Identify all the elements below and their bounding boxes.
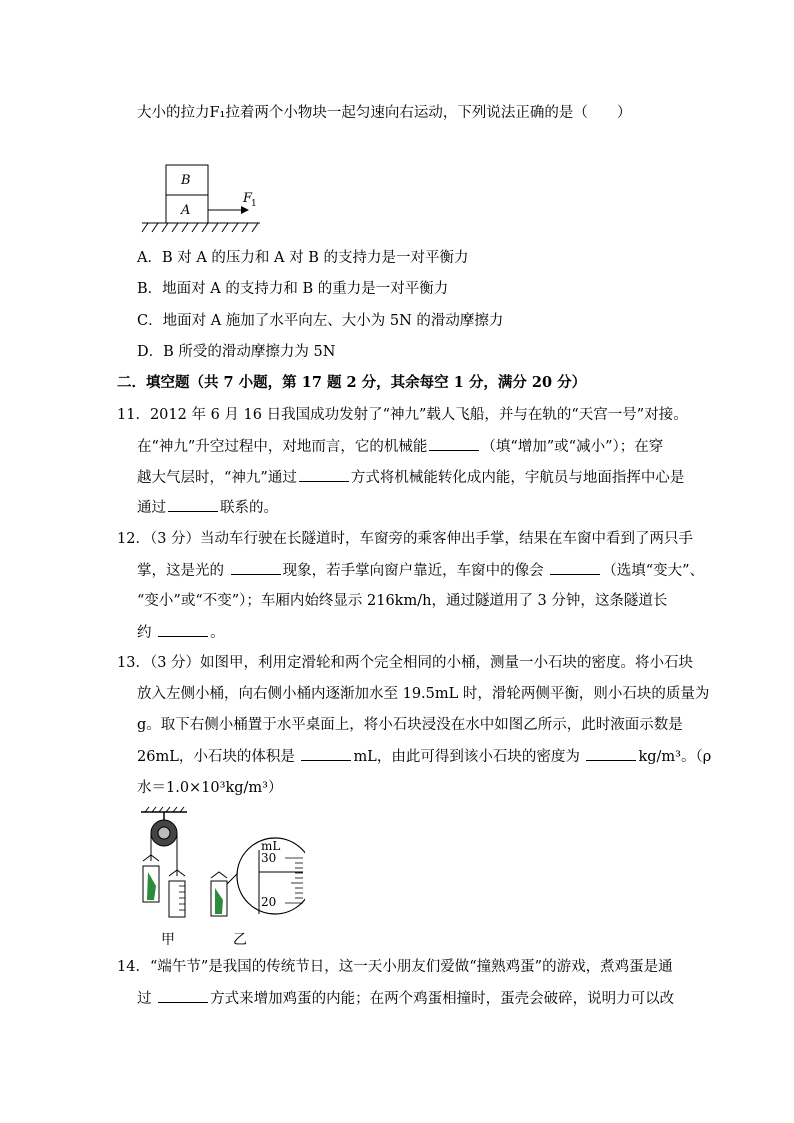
- q11-text: 在“神九”升空过程中，对地而言，它的机械能: [137, 439, 428, 455]
- q13-line2: 放入左侧小桶，向右侧小桶内逐渐加水至 19.5mL 时，滑轮两侧平衡，则小石块的质量为: [137, 686, 710, 702]
- q14-text: 过: [137, 991, 157, 1007]
- q12-line4: [137, 622, 225, 643]
- q11-line1: 11．2012 年 6 月 16 日我国成功发射了“神九”载人飞船，并与在轨的“天宫一号”对接。: [117, 407, 688, 423]
- q11-text: 方式将机械能转化成内能，宇航员与地面指挥中心是: [350, 470, 685, 486]
- force-subscript: 1: [251, 199, 257, 209]
- table-bucket-handle: [211, 872, 227, 878]
- option-c: C．地面对 A 施加了水平向左、大小为 5N 的滑动摩擦力: [137, 313, 504, 329]
- caption-jia: 甲: [161, 932, 175, 948]
- q11-line4: [137, 497, 278, 518]
- option-d: D．B 所受的滑动摩擦力为 5N: [137, 344, 336, 360]
- right-bucket: [169, 881, 185, 917]
- block-b-label: B: [181, 173, 191, 188]
- q12-text: 掌，这是光的: [137, 563, 229, 579]
- q11-line2: [137, 436, 663, 457]
- q11-line3: [137, 467, 684, 488]
- q12-text: 。: [210, 625, 225, 641]
- q13-line1: 13．（3 分）如图甲，利用定滑轮和两个完全相同的小桶，测量一小石块的密度。将小石块: [117, 655, 694, 671]
- answer-blank[interactable]: [586, 746, 636, 761]
- q11-text: 越大气层时，“神九”通过: [137, 470, 297, 486]
- force-arrow-head: [241, 206, 249, 214]
- q11-text: 联系的。: [220, 500, 278, 516]
- q13-text: 26mL，小石块的体积是: [137, 749, 300, 765]
- answer-blank[interactable]: [231, 560, 281, 575]
- q12-line2: [137, 560, 704, 581]
- answer-blank[interactable]: [299, 467, 349, 482]
- q12-line3: “变小”或“不变”）；车厢内始终显示 216km/h，通过隧道用了 3 分钟，这条隧道长: [137, 593, 668, 609]
- q11-text: （填“增加”或“减小”）；在穿: [481, 439, 664, 455]
- answer-blank[interactable]: [429, 436, 479, 451]
- q13-line3: g。取下右侧小桶置于水平桌面上，将小石块浸没在水中如图乙所示，此时液面示数是: [137, 717, 683, 733]
- pulley-axle: [158, 827, 170, 839]
- tick-label-high: 30: [261, 851, 277, 865]
- q13-text: kg/m³。（ρ: [638, 749, 712, 765]
- force-label: F: [243, 191, 253, 206]
- tick-label-low: 20: [261, 895, 277, 909]
- answer-blank[interactable]: [550, 560, 600, 575]
- section-heading: 二．填空题（共 7 小题，第 17 题 2 分，其余每空 1 分，满分 20 分）: [117, 374, 587, 391]
- q14-text: 方式来增加鸡蛋的内能；在两个鸡蛋相撞时，蛋壳会破碎，说明力可以改: [210, 991, 675, 1007]
- pulley-cylinder-figure: [135, 806, 305, 956]
- answer-blank[interactable]: [301, 746, 351, 761]
- stacked-blocks-figure: [138, 160, 268, 235]
- q13-line4: [137, 746, 711, 767]
- answer-blank[interactable]: [158, 988, 208, 1003]
- q12-text: （选填“变大”、: [602, 563, 705, 579]
- q10-stem: 大小的拉力F₁拉着两个小物块一起匀速向右运动，下列说法正确的是（ ）: [137, 105, 632, 121]
- q12-text: 现象，若手掌向窗户靠近，车窗中的像会: [282, 563, 549, 579]
- option-b: B．地面对 A 的支持力和 B 的重力是一对平衡力: [137, 281, 449, 297]
- caption-yi: 乙: [233, 932, 247, 948]
- option-a: A．B 对 A 的压力和 A 对 B 的支持力是一对平衡力: [137, 250, 469, 266]
- q14-line1: 14．“端午节”是我国的传统节日，这一天小朋友们爱做“撞熟鸡蛋”的游戏，煮鸡蛋是通: [117, 959, 673, 975]
- q14-line2: [137, 988, 674, 1009]
- q12-text: 约: [137, 625, 157, 641]
- answer-blank[interactable]: [168, 497, 218, 512]
- block-a-label: A: [181, 203, 191, 218]
- q13-text: mL，由此可得到该小石块的密度为: [353, 749, 585, 765]
- answer-blank[interactable]: [158, 622, 208, 637]
- q12-line1: 12．（3 分）当动车行驶在长隧道时，车窗旁的乘客伸出手掌，结果在车窗中看到了两只手: [117, 531, 694, 547]
- q11-text: 通过: [137, 500, 166, 516]
- q13-line5: 水＝1.0×10³kg/m³）: [137, 780, 283, 796]
- cylinder-unit: mL: [261, 839, 281, 853]
- ground-hatching: [142, 223, 258, 232]
